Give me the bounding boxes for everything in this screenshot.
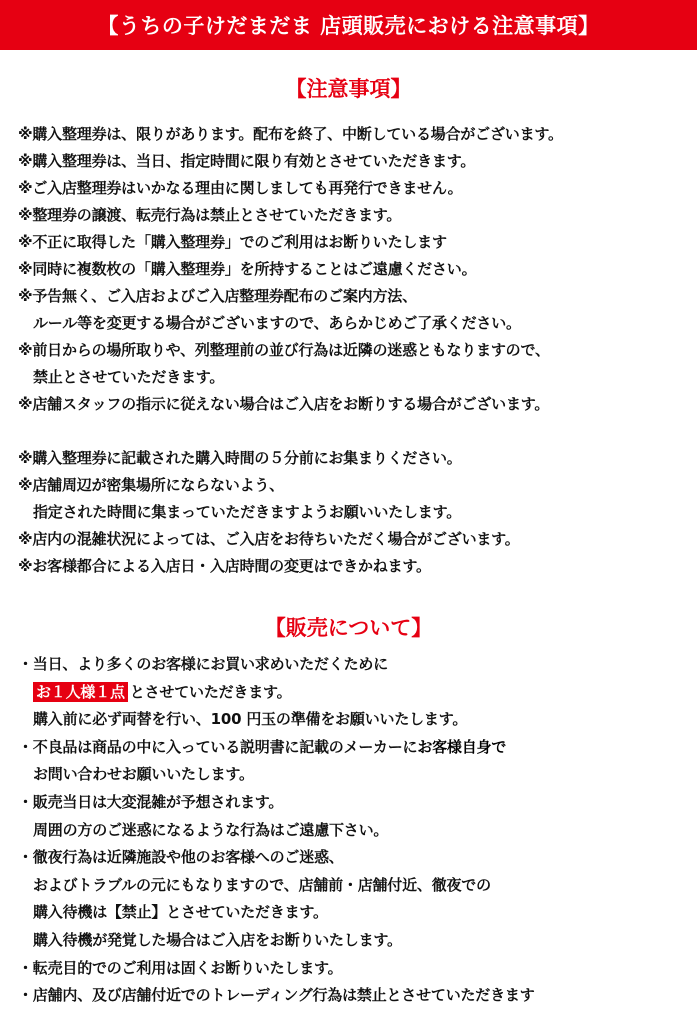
title-banner <box>0 0 697 50</box>
sales-line: ・徹夜行為は近隣施設や他のお客様へのご迷惑、 <box>18 848 344 867</box>
notes-list <box>18 121 688 580</box>
note-line: ※購入整理券に記載された購入時間の５分前にお集まりください。 <box>18 449 462 467</box>
note-line: ※店内の混雑状況によっては、ご入店をお待ちいただく場合がございます。 <box>18 530 520 548</box>
note-line: ※同時に複数枚の「購入整理券」を所持することはご遠慮ください。 <box>18 260 477 278</box>
sales-line: ・店舗内、及び店舗付近でのトレーディング行為は禁止とさせていただきます <box>18 986 535 1005</box>
notes-heading: 【注意事項】 <box>285 77 412 101</box>
emphasis-text: お客様自身で <box>417 737 507 756</box>
note-line: ※ご入店整理券はいかなる理由に関しましても再発行できません。 <box>18 179 463 197</box>
note-line: ※お客様都合による入店日・入店時間の変更はできかねます。 <box>18 557 431 575</box>
note-line: ルール等を変更する場合がございますので、あらかじめご了承ください。 <box>33 314 521 332</box>
note-line: ※整理券の譲渡、転売行為は禁止とさせていただきます。 <box>18 206 402 224</box>
sales-line: 購入待機は【禁止】とさせていただきます。 <box>33 903 328 922</box>
note-line: ※購入整理券は、限りがあります。配布を終了、中断している場合がございます。 <box>18 125 563 143</box>
limit-badge: お１人様１点 <box>33 682 128 702</box>
sales-line: お問い合わせお願いいたします。 <box>33 765 254 784</box>
sales-line: 購入待機が発覚した場合はご入店をお断りいたします。 <box>33 930 402 949</box>
sales-line: 購入前に必ず両替を行い、100 円玉の準備をお願いいたします。 <box>33 710 468 729</box>
sales-line <box>18 679 688 707</box>
note-line: ※予告無く、ご入店およびご入店整理券配布のご案内方法、 <box>18 287 417 305</box>
sales-line: ・当日、より多くのお客様にお買い求めいただくために <box>18 655 389 673</box>
note-line: ※購入整理券は、当日、指定時間に限り有効とさせていただきます。 <box>18 152 476 170</box>
sales-line-text: ・不良品は商品の中に入っている説明書に記載のメーカーに <box>18 737 418 756</box>
note-line: ※店舗周辺が密集場所にならないよう、 <box>18 476 284 494</box>
sales-line <box>18 734 688 762</box>
sales-line: ・販売当日は大変混雑が予想されます。 <box>18 792 284 811</box>
spacer <box>18 418 688 445</box>
note-line: 禁止とさせていただきます。 <box>33 368 225 386</box>
sales-line-text: とさせていただきます。 <box>129 682 292 701</box>
sales-list <box>18 651 688 1010</box>
sales-line: 周囲の方のご迷惑になるような行為はご遠慮下さい。 <box>33 820 389 839</box>
sales-heading: 【販売について】 <box>264 616 433 640</box>
note-line: ※前日からの場所取りや、列整理前の並び行為は近隣の迷惑ともなりますので、 <box>18 341 550 359</box>
note-line: ※店舗スタッフの指示に従えない場合はご入店をお断りする場合がございます。 <box>18 395 550 413</box>
page-title: 【うちの子けだまだま 店頭販売における注意事項】 <box>97 14 600 38</box>
sales-line: ・転売目的でのご利用は固くお断りいたします。 <box>18 958 343 977</box>
note-line: 指定された時間に集まっていただきますようお願いいたします。 <box>33 503 462 521</box>
sales-line: およびトラブルの元にもなりますので、店舗前・店舗付近、徹夜での <box>33 875 491 894</box>
note-line: ※不正に取得した「購入整理券」でのご利用はお断りいたします <box>18 233 447 251</box>
